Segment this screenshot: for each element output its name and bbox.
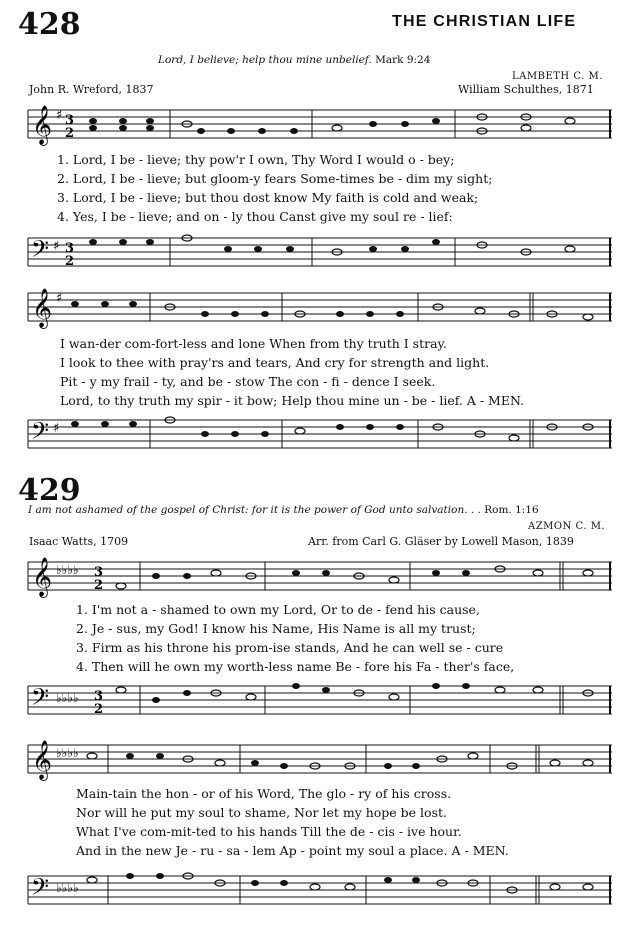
svg-text:3: 3 <box>94 689 104 704</box>
verse-line: I wan-der com-fort-less and lone When from thy truth I stray. <box>60 336 447 351</box>
treble-staff-428-1 <box>0 100 640 150</box>
svg-text:2: 2 <box>94 702 104 717</box>
svg-text:♯: ♯ <box>56 291 63 306</box>
svg-text:𝄞: 𝄞 <box>32 740 53 780</box>
verse-line: I look to thee with pray'rs and tears, And cry for strength and light. <box>60 355 490 370</box>
svg-text:2: 2 <box>94 578 104 593</box>
verse-line: 2. Je - sus, my God! I know his Name, His Name is all my trust; <box>76 621 476 636</box>
svg-text:♭♭♭♭: ♭♭♭♭ <box>56 691 79 705</box>
scripture-reference: Rom. 1:16 <box>484 504 539 516</box>
verse-line: 3. Firm as his throne his prom-ise stands, And he can well se - cure <box>76 640 504 655</box>
svg-text:♭♭♭♭: ♭♭♭♭ <box>56 563 79 577</box>
svg-text:3: 3 <box>65 113 75 128</box>
svg-text:𝄞: 𝄞 <box>32 105 53 145</box>
verse-line: 4. Then will he own my worth-less name Be - fore his Fa - ther's face, <box>76 659 515 674</box>
svg-text:♯: ♯ <box>56 108 63 123</box>
hymn-number-428: 428 <box>18 7 81 42</box>
bass-staff-428-1 <box>0 228 640 278</box>
scripture-reference: Mark 9:24 <box>375 54 431 66</box>
author-428: John R. Wreford, 1837 <box>29 83 154 96</box>
svg-text:2: 2 <box>65 254 75 269</box>
svg-text:𝄢: 𝄢 <box>31 417 50 450</box>
verse-line: What I've com-mit-ted to his hands Till the de - cis - ive hour. <box>76 824 462 839</box>
author-429: Isaac Watts, 1709 <box>29 535 129 548</box>
verse-line: 1. I'm not a - shamed to own my Lord, Or to de - fend his cause, <box>76 602 480 617</box>
verse-line: 4. Yes, I be - lieve; and on - ly thou Canst give my soul re - lief: <box>57 209 453 224</box>
composer-429: Arr. from Carl G. Gläser by Lowell Mason, 1839 <box>308 535 574 548</box>
bass-staff-429-1 <box>0 676 640 726</box>
scripture-verse-429 <box>28 504 539 516</box>
verse-line: Nor will he put my soul to shame, Nor let my hope be lost. <box>76 805 447 820</box>
svg-text:𝄢: 𝄢 <box>31 873 50 906</box>
svg-text:𝄞: 𝄞 <box>32 288 53 328</box>
bass-staff-428-2 <box>0 410 640 460</box>
hymn-number-429: 429 <box>18 473 81 508</box>
scripture-verse-428 <box>158 54 430 66</box>
svg-text:3: 3 <box>65 241 75 256</box>
verse-line: Main-tain the hon - or of his Word, The glo - ry of his cross. <box>76 786 452 801</box>
scripture-text: Lord, I believe; help thou mine unbelief. <box>158 54 372 66</box>
verse-line: Lord, to thy truth my spir - it bow; Help thou mine un - be - lief. A - MEN. <box>60 393 525 408</box>
verse-line: And in the new Je - ru - sa - lem Ap - point my soul a place. A - MEN. <box>76 843 509 858</box>
bass-staff-429-2 <box>0 866 640 916</box>
treble-staff-429-2 <box>0 735 640 785</box>
composer-428: William Schulthes, 1871 <box>458 83 594 96</box>
treble-staff-428-2 <box>0 283 640 333</box>
svg-text:𝄢: 𝄢 <box>31 683 50 716</box>
svg-text:♭♭♭♭: ♭♭♭♭ <box>56 881 79 895</box>
svg-text:𝄢: 𝄢 <box>31 235 50 268</box>
scripture-text: I am not ashamed of the gospel of Christ: for it is the power of God unto salvation. . . <box>28 504 481 516</box>
treble-staff-429-1 <box>0 552 640 602</box>
tune-name-429: AZMON C. M. <box>528 521 606 532</box>
svg-text:3: 3 <box>94 565 104 580</box>
verse-line: Pit - y my frail - ty, and be - stow The con - fi - dence I seek. <box>60 374 436 389</box>
svg-text:2: 2 <box>65 126 75 141</box>
verse-line: 1. Lord, I be - lieve; thy pow'r I own, Thy Word I would o - bey; <box>57 152 455 167</box>
verse-line: 2. Lord, I be - lieve; but gloom-y fears Some-times be - dim my sight; <box>57 171 493 186</box>
svg-text:𝄞: 𝄞 <box>32 557 53 597</box>
verse-line: 3. Lord, I be - lieve; but thou dost know My faith is cold and weak; <box>57 190 479 205</box>
svg-text:♯: ♯ <box>53 421 60 436</box>
section-title: THE CHRISTIAN LIFE <box>392 13 577 30</box>
svg-text:♭♭♭♭: ♭♭♭♭ <box>56 746 79 760</box>
tune-name-428: LAMBETH C. M. <box>512 71 603 82</box>
svg-text:♯: ♯ <box>53 239 60 254</box>
